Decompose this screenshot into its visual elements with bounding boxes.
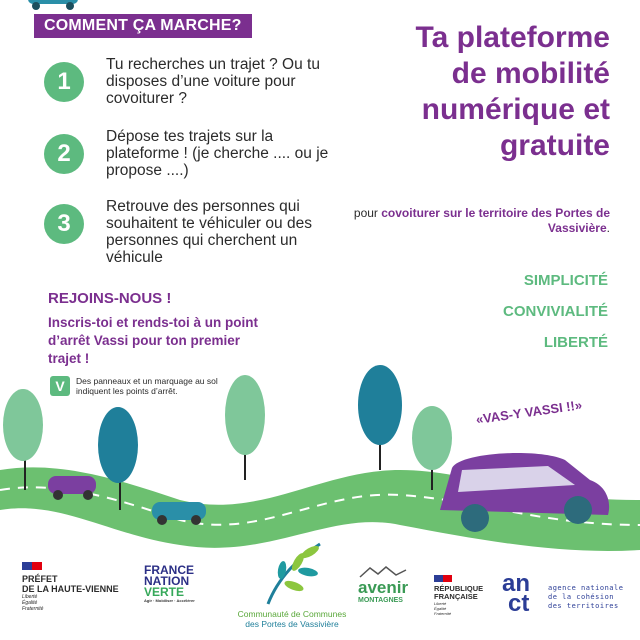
step-text: Tu recherches un trajet ? Ou tu disposes d’une voiture pour covoiturer ? xyxy=(106,56,320,107)
fnv-line3: VERTE xyxy=(144,585,185,599)
avenir-line2: MONTAGNES xyxy=(358,597,403,604)
road-illustration xyxy=(0,360,640,560)
headline-line: de mobilité xyxy=(451,57,610,90)
tree xyxy=(225,375,265,480)
logo-republique-francaise xyxy=(434,575,483,616)
step-text: Retrouve des personnes qui souhaitent te véhiculer ou des personnes qui cherchent un véhicule xyxy=(106,198,312,266)
step-3 xyxy=(44,198,346,266)
logo-france-nation-verte xyxy=(144,565,195,604)
tree xyxy=(358,365,402,470)
anct-mark1: an xyxy=(502,570,531,597)
fnv-tag: Agir · Mobiliser · Accélérer xyxy=(144,598,195,603)
value-liberte: LIBERTÉ xyxy=(543,334,608,351)
mountain-icon xyxy=(358,566,408,578)
value-convivialite: CONVIVIALITÉ xyxy=(502,303,608,320)
slogan: «VAS-Y VASSI !!» xyxy=(474,397,583,427)
prefet-line2: DE LA HAUTE-VIENNE xyxy=(22,584,119,594)
how-it-works-title: COMMENT ÇA MARCHE? xyxy=(34,14,252,38)
anct-mark2: ct xyxy=(508,590,530,617)
avenir-line1: avenir xyxy=(358,578,409,597)
fnv-line2: NATION xyxy=(144,574,190,588)
prefet-line1: PRÉFET xyxy=(22,574,58,584)
value-simplicite: SIMPLICITÉ xyxy=(523,272,608,289)
flag-icon xyxy=(434,575,452,582)
step-2 xyxy=(44,128,346,179)
stop-note-text: Des panneaux et un marquage au sol indiquent les points d’arrêt. xyxy=(76,376,218,396)
car-illustration-top xyxy=(26,0,82,12)
headline-line: Ta plateforme xyxy=(415,21,610,54)
ccpv-line1: Communauté de Communes xyxy=(237,609,347,619)
rf-line2: FRANÇAISE xyxy=(434,592,478,601)
step-text: Dépose tes trajets sur la plateforme ! (je cherche .... ou je propose ....) xyxy=(106,128,329,179)
logo-ccpv xyxy=(222,609,362,629)
subtitle-bold: covoiturer sur le territoire des Portes de Vassivière xyxy=(381,206,610,235)
prefet-motto: Liberté Égalité Fraternité xyxy=(22,594,44,612)
logo-avenir-montagnes xyxy=(358,566,408,606)
fnv-line1: FRANCE xyxy=(144,563,194,577)
subtitle-suffix: . xyxy=(606,221,610,235)
ccpv-line2: des Portes de Vassivière xyxy=(245,619,339,629)
ccpv-leaves-icon xyxy=(258,538,328,606)
join-text: Inscris-toi et rends-toi à un point d’arrêt Vassi pour ton premier trajet ! xyxy=(48,315,259,366)
anct-text: agence nationale de la cohésion des territoires xyxy=(548,584,624,610)
step-1 xyxy=(44,56,346,107)
flag-icon xyxy=(22,562,42,570)
logo-prefet xyxy=(22,562,119,612)
subtitle-prefix: pour xyxy=(353,206,382,220)
vassi-badge-icon: V xyxy=(50,376,70,396)
step-number: 3 xyxy=(44,204,84,244)
headline-line: gratuite xyxy=(499,129,610,162)
join-title: REJOINS-NOUS ! xyxy=(48,290,172,307)
step-number: 1 xyxy=(44,62,84,102)
headline xyxy=(416,20,611,164)
rf-line1: RÉPUBLIQUE xyxy=(434,584,484,593)
logo-anct xyxy=(502,570,531,617)
rf-motto: Liberté Égalité Fraternité xyxy=(434,601,452,616)
headline-line: numérique et xyxy=(421,93,610,126)
subtitle xyxy=(350,206,610,236)
step-number: 2 xyxy=(44,134,84,174)
